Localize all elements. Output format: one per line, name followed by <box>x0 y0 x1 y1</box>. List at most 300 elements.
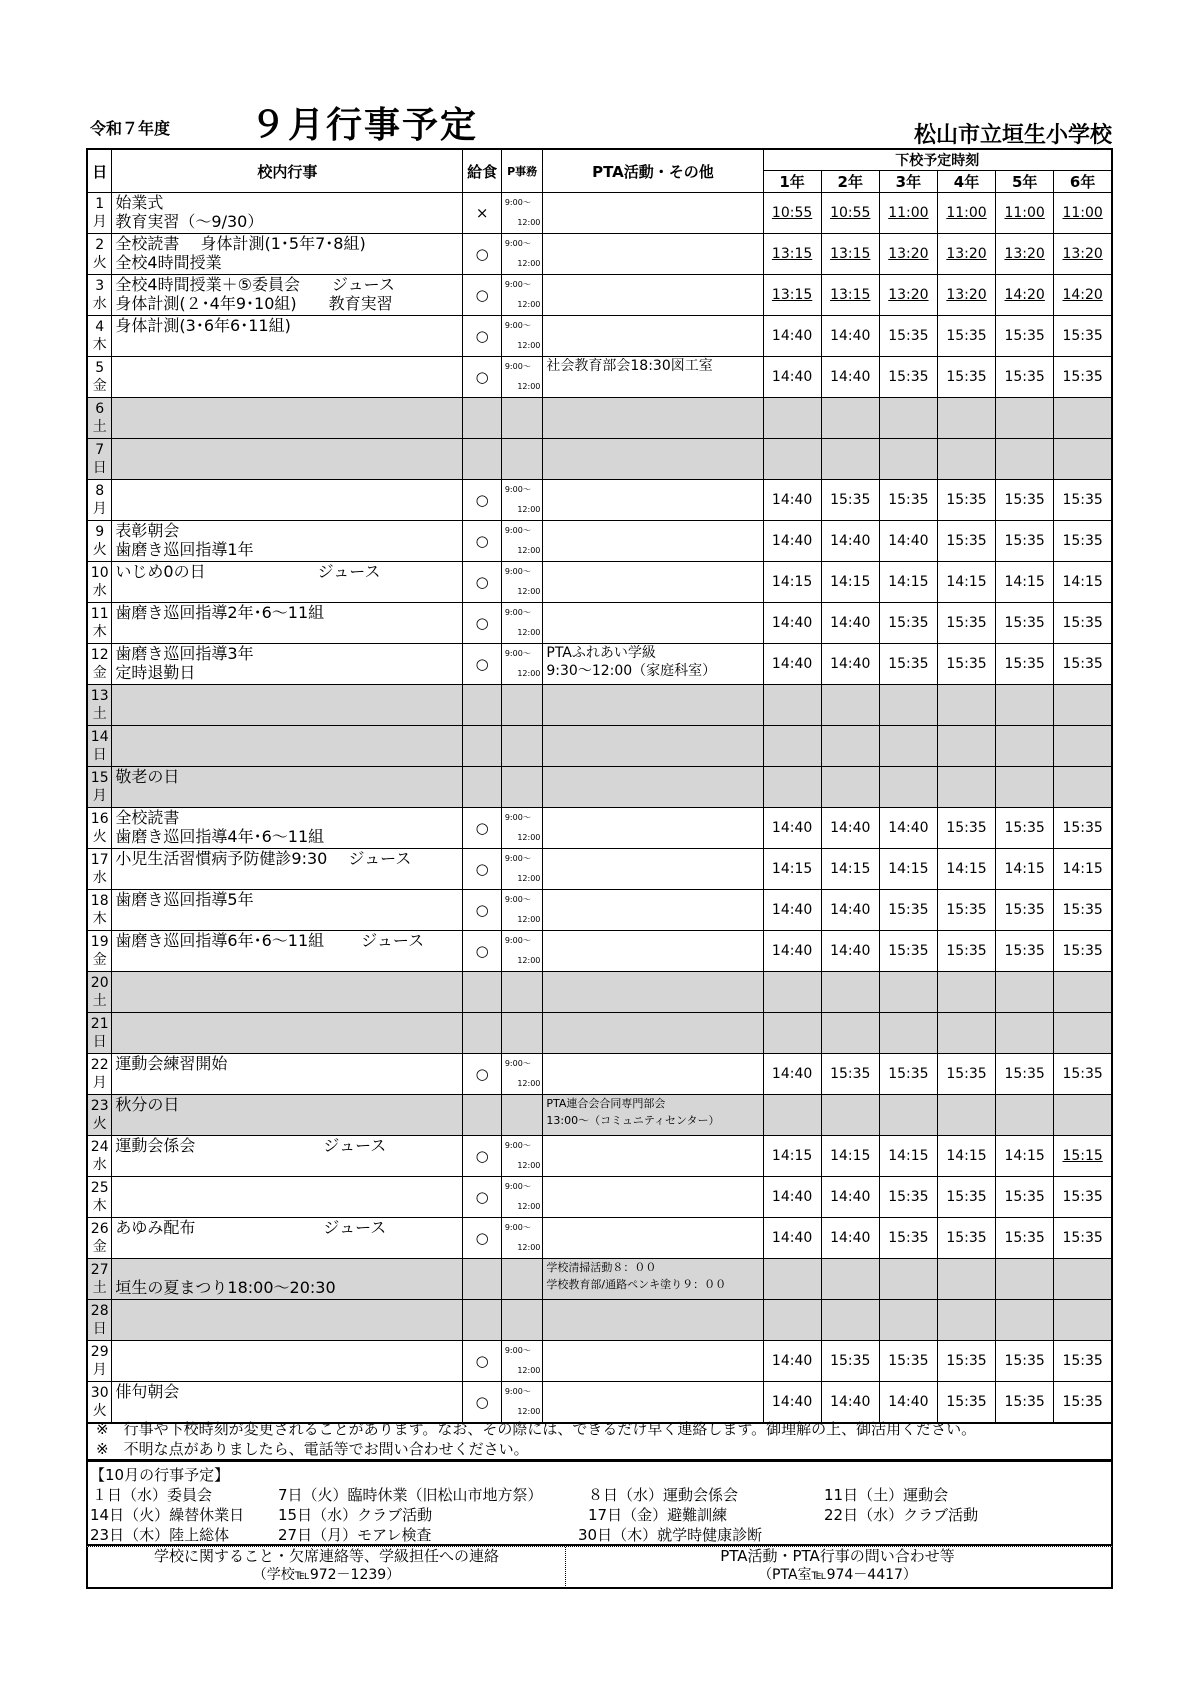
event-cell: あゆみ配布 ジュース <box>112 1218 463 1259</box>
p-office-cell <box>501 644 543 685</box>
october-item: 14日（火）繰替休業日 <box>90 1506 245 1524</box>
day-row <box>87 439 1112 480</box>
day-row <box>87 685 1112 726</box>
dismissal-time <box>879 726 937 767</box>
event-cell <box>112 439 463 480</box>
weekday: 水 <box>92 1157 107 1173</box>
pta-cell <box>543 275 763 316</box>
event-cell: 秋分の日 <box>112 1095 463 1136</box>
p-time-end: 12:00 <box>517 956 541 965</box>
dismissal-time: 15:35 <box>1054 316 1112 357</box>
dismissal-time: 14:15 <box>821 849 879 890</box>
dismissal-time <box>879 972 937 1013</box>
dismissal-time <box>937 972 995 1013</box>
col-grade: 4年 <box>937 171 995 193</box>
dismissal-time: 15:35 <box>937 357 995 398</box>
dismissal-time: 15:35 <box>879 890 937 931</box>
weekday: 火 <box>92 1403 107 1419</box>
dismissal-time <box>763 972 821 1013</box>
date-number: 24 <box>90 1139 109 1155</box>
lunch-cell <box>463 972 501 1013</box>
dismissal-time: 14:15 <box>821 1136 879 1177</box>
dismissal-time: 15:35 <box>937 808 995 849</box>
notes <box>86 1419 1113 1461</box>
p-time-start: 9:00～ <box>504 198 531 207</box>
date-cell <box>87 644 112 685</box>
p-office-cell <box>501 931 543 972</box>
weekday: 木 <box>92 911 107 927</box>
event-cell: 運動会係会 ジュース <box>112 1136 463 1177</box>
p-time-start: 9:00～ <box>504 1387 531 1396</box>
dismissal-time: 15:35 <box>1054 1341 1112 1382</box>
dismissal-time <box>763 398 821 439</box>
p-office-cell <box>501 972 543 1013</box>
date-number: 22 <box>90 1057 109 1073</box>
lunch-cell: ○ <box>463 521 501 562</box>
dismissal-time <box>821 767 879 808</box>
lunch-cell: ○ <box>463 480 501 521</box>
note-line: ※ 不明な点がありましたら、電話等でお問い合わせください。 <box>96 1440 529 1458</box>
dismissal-time <box>763 1095 821 1136</box>
date-cell <box>87 1259 112 1300</box>
date-cell <box>87 890 112 931</box>
school-contact-label: 学校に関すること・欠席連絡等、学級担任への連絡 <box>153 1547 499 1565</box>
p-office-cell <box>501 562 543 603</box>
october-item: 23日（木）陸上総体 <box>90 1526 230 1544</box>
date-number: 16 <box>90 811 109 827</box>
dismissal-time: 15:35 <box>879 931 937 972</box>
dismissal-time: 13:20 <box>879 234 937 275</box>
dismissal-time: 14:15 <box>763 1136 821 1177</box>
dismissal-time <box>937 398 995 439</box>
event-cell: 全校4時間授業＋⑤委員会 ジュース 身体計測(２･4年9･10組) 教育実習 <box>112 275 463 316</box>
date-cell <box>87 193 112 234</box>
day-row <box>87 562 1112 603</box>
pta-cell <box>543 316 763 357</box>
p-office-cell <box>501 234 543 275</box>
lunch-cell: ○ <box>463 931 501 972</box>
date-cell <box>87 357 112 398</box>
dismissal-time: 15:35 <box>996 1218 1054 1259</box>
event-cell: 運動会練習開始 <box>112 1054 463 1095</box>
dismissal-time <box>996 685 1054 726</box>
event-cell: 全校読書 歯磨き巡回指導4年･6～11組 <box>112 808 463 849</box>
date-cell <box>87 603 112 644</box>
p-office-cell <box>501 1177 543 1218</box>
p-office-cell <box>501 1054 543 1095</box>
pta-tel: （PTA室℡974－4417） <box>758 1567 917 1583</box>
weekday: 木 <box>92 1198 107 1214</box>
date-cell <box>87 767 112 808</box>
dismissal-time <box>763 1300 821 1341</box>
col-pta: PTA活動・その他 <box>543 149 763 193</box>
dismissal-time: 14:40 <box>763 931 821 972</box>
day-row <box>87 890 1112 931</box>
pta-cell <box>543 890 763 931</box>
event-cell: 歯磨き巡回指導5年 <box>112 890 463 931</box>
dismissal-time: 14:40 <box>821 357 879 398</box>
day-row <box>87 1300 1112 1341</box>
col-grade: 2年 <box>821 171 879 193</box>
dismissal-time: 14:40 <box>821 890 879 931</box>
dismissal-time <box>1054 767 1112 808</box>
dismissal-time: 15:35 <box>879 644 937 685</box>
p-office-cell <box>501 1382 543 1424</box>
p-time-end: 12:00 <box>517 587 541 596</box>
weekday: 日 <box>92 1321 107 1337</box>
dismissal-time: 15:35 <box>821 1054 879 1095</box>
p-office-cell <box>501 1218 543 1259</box>
pta-cell <box>543 1013 763 1054</box>
pta-cell <box>543 972 763 1013</box>
p-time-start: 9:00～ <box>504 608 531 617</box>
date-number: 29 <box>90 1344 109 1360</box>
dismissal-time <box>1054 726 1112 767</box>
lunch-cell <box>463 726 501 767</box>
day-row <box>87 726 1112 767</box>
day-row <box>87 480 1112 521</box>
date-cell <box>87 316 112 357</box>
dismissal-time: 14:40 <box>763 1177 821 1218</box>
october-item: 11日（土）運動会 <box>824 1486 949 1504</box>
event-cell <box>112 480 463 521</box>
dismissal-time: 14:15 <box>996 562 1054 603</box>
dismissal-time <box>1054 1300 1112 1341</box>
dismissal-time <box>937 439 995 480</box>
october-title: 【10月の行事予定】 <box>90 1466 230 1484</box>
event-cell <box>112 1300 463 1341</box>
date-number: 3 <box>95 278 105 294</box>
pta-cell <box>543 480 763 521</box>
pta-cell <box>543 398 763 439</box>
dismissal-time: 14:40 <box>763 1054 821 1095</box>
dismissal-time: 14:40 <box>879 521 937 562</box>
lunch-cell <box>463 767 501 808</box>
dismissal-time: 13:20 <box>1054 234 1112 275</box>
p-time-end: 12:00 <box>517 300 541 309</box>
p-time-start: 9:00～ <box>504 280 531 289</box>
dismissal-time: 14:15 <box>879 562 937 603</box>
dismissal-time: 15:35 <box>1054 890 1112 931</box>
era-label: 令和７年度 <box>90 119 171 138</box>
dismissal-time: 15:35 <box>879 1218 937 1259</box>
lunch-cell: ○ <box>463 562 501 603</box>
dismissal-time <box>821 1300 879 1341</box>
col-events: 校内行事 <box>112 149 463 193</box>
dismissal-time <box>1054 439 1112 480</box>
pta-cell <box>543 808 763 849</box>
dismissal-time: 14:40 <box>763 1382 821 1424</box>
pta-cell <box>543 726 763 767</box>
date-number: 5 <box>95 360 105 376</box>
weekday: 月 <box>92 1075 107 1091</box>
dismissal-time: 15:35 <box>879 1054 937 1095</box>
day-row <box>87 193 1112 234</box>
event-cell: 歯磨き巡回指導6年･6～11組 ジュース <box>112 931 463 972</box>
contact-info <box>86 1546 1113 1589</box>
lunch-cell: ○ <box>463 1341 501 1382</box>
pta-cell <box>543 603 763 644</box>
october-item: 30日（木）就学時健康診断 <box>578 1526 763 1544</box>
dismissal-time: 15:35 <box>879 1341 937 1382</box>
weekday: 火 <box>92 255 107 271</box>
schedule-table <box>86 148 1113 1424</box>
date-number: 14 <box>90 729 109 745</box>
dismissal-time: 14:20 <box>1054 275 1112 316</box>
dismissal-time: 15:35 <box>937 1341 995 1382</box>
dismissal-time: 14:15 <box>1054 849 1112 890</box>
lunch-cell <box>463 398 501 439</box>
dismissal-time: 14:40 <box>763 316 821 357</box>
weekday: 火 <box>92 829 107 845</box>
p-office-cell <box>501 767 543 808</box>
lunch-cell: ○ <box>463 234 501 275</box>
dismissal-time <box>763 1013 821 1054</box>
date-cell <box>87 726 112 767</box>
p-office-cell <box>501 480 543 521</box>
dismissal-time <box>996 398 1054 439</box>
dismissal-time: 15:35 <box>937 1177 995 1218</box>
dismissal-time: 15:35 <box>937 1218 995 1259</box>
dismissal-time: 14:15 <box>996 849 1054 890</box>
pta-cell <box>543 193 763 234</box>
date-cell <box>87 480 112 521</box>
dismissal-time: 14:15 <box>821 562 879 603</box>
october-item: 27日（月）モアレ検査 <box>278 1526 432 1544</box>
p-time-end: 12:00 <box>517 218 541 227</box>
october-item: ８日（水）運動会係会 <box>588 1486 739 1504</box>
p-time-start: 9:00～ <box>504 239 531 248</box>
dismissal-time: 15:35 <box>937 603 995 644</box>
day-row <box>87 1095 1112 1136</box>
event-cell <box>112 685 463 726</box>
p-time-end: 12:00 <box>517 1079 541 1088</box>
p-time-end: 12:00 <box>517 382 541 391</box>
p-time-start: 9:00～ <box>504 526 531 535</box>
dismissal-time: 15:35 <box>1054 521 1112 562</box>
dismissal-time: 15:35 <box>879 1177 937 1218</box>
weekday: 水 <box>92 870 107 886</box>
date-cell <box>87 1095 112 1136</box>
dismissal-time: 15:35 <box>996 890 1054 931</box>
p-time-end: 12:00 <box>517 874 541 883</box>
dismissal-time <box>1054 685 1112 726</box>
dismissal-time: 14:40 <box>763 890 821 931</box>
date-cell <box>87 1054 112 1095</box>
weekday: 木 <box>92 624 107 640</box>
p-time-start: 9:00～ <box>504 1346 531 1355</box>
dismissal-time <box>821 726 879 767</box>
dismissal-time <box>879 767 937 808</box>
event-cell: いじめ0の日 ジュース <box>112 562 463 603</box>
october-item: １日（水）委員会 <box>92 1486 213 1504</box>
dismissal-time <box>996 1300 1054 1341</box>
pta-cell <box>543 1054 763 1095</box>
dismissal-time: 15:35 <box>996 480 1054 521</box>
p-time-end: 12:00 <box>517 505 541 514</box>
dismissal-time: 14:15 <box>937 562 995 603</box>
dismissal-time <box>937 1300 995 1341</box>
date-number: 6 <box>95 401 105 417</box>
dismissal-time <box>821 1013 879 1054</box>
october-item: 17日（金）避難訓練 <box>588 1506 728 1524</box>
p-office-cell <box>501 193 543 234</box>
pta-cell <box>543 439 763 480</box>
p-office-cell <box>501 1095 543 1136</box>
dismissal-time: 13:15 <box>821 234 879 275</box>
weekday: 金 <box>92 665 107 681</box>
dismissal-time: 15:35 <box>879 357 937 398</box>
pta-cell <box>543 1218 763 1259</box>
p-time-end: 12:00 <box>517 1202 541 1211</box>
dismissal-time <box>763 726 821 767</box>
p-time-end: 12:00 <box>517 546 541 555</box>
dismissal-time: 14:40 <box>763 808 821 849</box>
date-number: 11 <box>90 606 109 622</box>
p-time-end: 12:00 <box>517 669 541 678</box>
p-time-start: 9:00～ <box>504 1182 531 1191</box>
dismissal-time <box>879 1095 937 1136</box>
event-cell: 小児生活習慣病予防健診9:30 ジュース <box>112 849 463 890</box>
lunch-cell: ○ <box>463 603 501 644</box>
p-office-cell <box>501 849 543 890</box>
dismissal-time: 11:00 <box>996 193 1054 234</box>
dismissal-time: 14:15 <box>763 562 821 603</box>
event-cell <box>112 726 463 767</box>
lunch-cell <box>463 1013 501 1054</box>
date-cell <box>87 685 112 726</box>
col-grade: 5年 <box>996 171 1054 193</box>
day-row <box>87 1177 1112 1218</box>
lunch-cell: ○ <box>463 316 501 357</box>
date-cell <box>87 931 112 972</box>
pta-cell <box>543 1341 763 1382</box>
dismissal-time: 14:15 <box>996 1136 1054 1177</box>
pta-cell <box>543 1177 763 1218</box>
dismissal-time: 15:35 <box>879 480 937 521</box>
pta-cell <box>543 521 763 562</box>
day-row <box>87 316 1112 357</box>
date-number: 18 <box>90 893 109 909</box>
lunch-cell: ○ <box>463 808 501 849</box>
day-row <box>87 767 1112 808</box>
dismissal-time <box>996 726 1054 767</box>
p-time-end: 12:00 <box>517 628 541 637</box>
p-office-cell <box>501 521 543 562</box>
pta-contact-label: PTA活動・PTA行事の問い合わせ等 <box>720 1547 955 1565</box>
dismissal-time: 11:00 <box>1054 193 1112 234</box>
event-cell: 俳句朝会 <box>112 1382 463 1424</box>
dismissal-time: 14:40 <box>821 931 879 972</box>
event-cell <box>112 1013 463 1054</box>
dismissal-time: 14:15 <box>879 849 937 890</box>
lunch-cell: × <box>463 193 501 234</box>
lunch-cell <box>463 1095 501 1136</box>
lunch-cell: ○ <box>463 1054 501 1095</box>
dismissal-time <box>879 439 937 480</box>
event-cell <box>112 398 463 439</box>
pta-cell: PTAふれあい学級 9:30～12:00（家庭科室） <box>543 644 763 685</box>
pta-cell <box>543 1136 763 1177</box>
col-grade: 1年 <box>763 171 821 193</box>
dismissal-time <box>1054 1095 1112 1136</box>
dismissal-time: 15:35 <box>996 357 1054 398</box>
dismissal-time: 14:15 <box>879 1136 937 1177</box>
dismissal-time: 15:35 <box>1054 1177 1112 1218</box>
dismissal-time <box>879 1300 937 1341</box>
pta-cell <box>543 1300 763 1341</box>
date-number: 28 <box>90 1303 109 1319</box>
p-office-cell <box>501 1341 543 1382</box>
date-cell <box>87 562 112 603</box>
date-number: 1 <box>95 196 105 212</box>
dismissal-time: 14:20 <box>996 275 1054 316</box>
dismissal-time: 14:15 <box>1054 562 1112 603</box>
event-cell: 表彰朝会 歯磨き巡回指導1年 <box>112 521 463 562</box>
event-cell <box>112 1177 463 1218</box>
dismissal-time <box>879 1259 937 1300</box>
pta-cell <box>543 1382 763 1424</box>
day-row <box>87 357 1112 398</box>
dismissal-time <box>996 1095 1054 1136</box>
dismissal-time: 15:35 <box>937 1382 995 1424</box>
dismissal-time <box>937 767 995 808</box>
dismissal-time: 15:35 <box>996 1177 1054 1218</box>
day-row <box>87 1218 1112 1259</box>
dismissal-time: 15:35 <box>1054 603 1112 644</box>
p-office-cell <box>501 1300 543 1341</box>
dismissal-time: 15:35 <box>996 808 1054 849</box>
lunch-cell <box>463 685 501 726</box>
dismissal-time: 15:35 <box>1054 480 1112 521</box>
p-office-cell <box>501 1136 543 1177</box>
day-row <box>87 234 1112 275</box>
dismissal-time <box>937 685 995 726</box>
date-cell <box>87 1136 112 1177</box>
dismissal-time <box>996 1259 1054 1300</box>
dismissal-time: 14:40 <box>879 808 937 849</box>
date-cell <box>87 439 112 480</box>
dismissal-time: 15:35 <box>937 316 995 357</box>
p-time-start: 9:00～ <box>504 567 531 576</box>
date-cell <box>87 234 112 275</box>
col-grade: 3年 <box>879 171 937 193</box>
date-number: 20 <box>90 975 109 991</box>
p-time-end: 12:00 <box>517 1243 541 1252</box>
page-title: ９月行事予定 <box>250 105 479 146</box>
dismissal-time: 13:15 <box>763 234 821 275</box>
dismissal-time: 14:40 <box>821 808 879 849</box>
date-cell <box>87 1177 112 1218</box>
p-office-cell <box>501 316 543 357</box>
dismissal-time <box>1054 1259 1112 1300</box>
p-time-end: 12:00 <box>517 341 541 350</box>
day-row <box>87 1382 1112 1424</box>
pta-cell: 学校清掃活動８：００ 学校教育部/通路ペンキ塗り９：００ <box>543 1259 763 1300</box>
event-cell: 身体計測(3･6年6･11組) <box>112 316 463 357</box>
dismissal-time: 14:40 <box>821 1177 879 1218</box>
weekday: 土 <box>92 706 107 722</box>
date-number: 15 <box>90 770 109 786</box>
date-number: 9 <box>95 524 105 540</box>
weekday: 土 <box>92 419 107 435</box>
dismissal-time: 14:40 <box>763 603 821 644</box>
p-office-cell <box>501 1013 543 1054</box>
date-cell <box>87 398 112 439</box>
p-time-start: 9:00～ <box>504 321 531 330</box>
dismissal-time: 13:20 <box>996 234 1054 275</box>
weekday: 月 <box>92 1362 107 1378</box>
